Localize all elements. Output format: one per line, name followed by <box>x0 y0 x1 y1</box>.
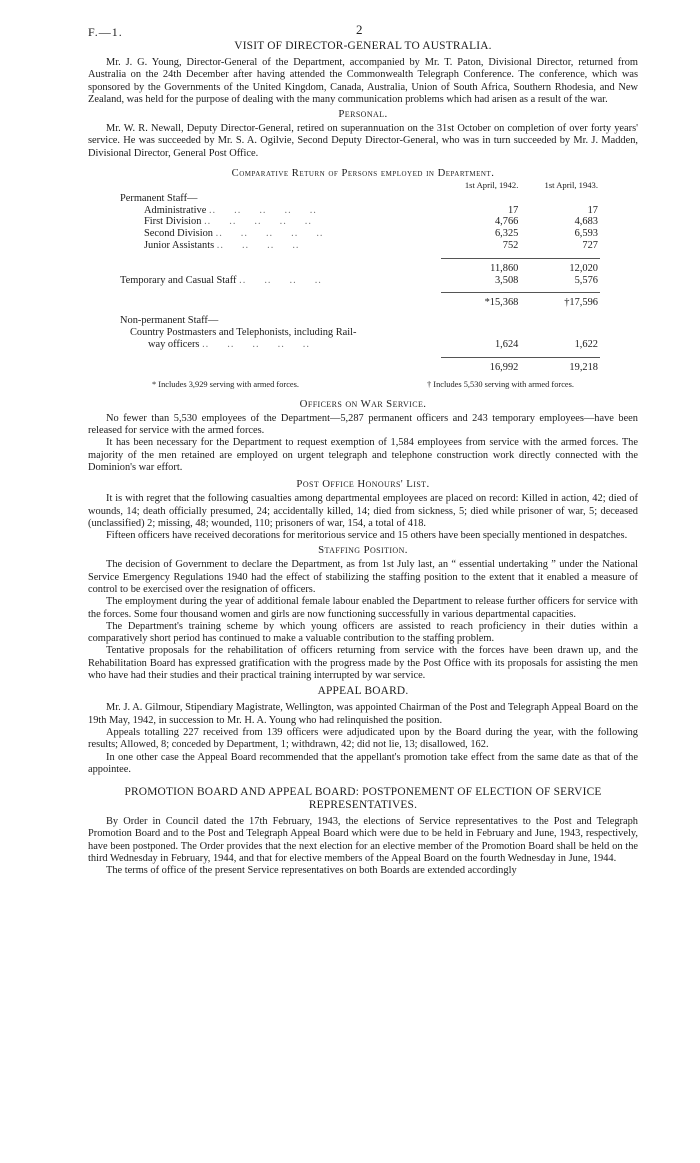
leader-dots: .. .. .. .. .. <box>215 228 324 240</box>
table-row <box>100 240 600 252</box>
leader-dots: .. .. .. .. .. <box>204 216 312 228</box>
row-label: Country Postmasters and Telephonists, including Rail- <box>130 327 357 339</box>
row-label: First Division <box>144 216 202 228</box>
row-label: Non-permanent Staff— <box>120 315 219 327</box>
table-header-row <box>100 181 600 193</box>
column-header-1943: 1st April, 1943. <box>544 180 598 191</box>
personal-heading: Personal. <box>338 108 388 121</box>
table-row <box>100 315 600 327</box>
table-row <box>100 339 600 351</box>
table-row <box>100 258 600 274</box>
row-label: Second Division <box>144 228 213 240</box>
document-reference: F.—1. <box>88 25 123 39</box>
war-service-paragraph: It has been necessary for the Department to request exemption of 1,584 employees from service with the armed forces. The majority of the men retained are employed on urgent telegraph and telephone construction work directly connected with the Dominion's war effort. <box>88 437 638 473</box>
staffing-paragraph: The decision of Government to declare the Department, as from 1st July last, an “ essential undertaking ” under the National Service Emergency Regulations 1940 had the effect of stabilizing the staffing position to the extent that it enabled a measure of control to be exercised over the resignation of officers. <box>88 559 638 595</box>
staffing-heading: Staffing Position. <box>318 544 408 557</box>
visit-heading: VISIT OF DIRECTOR-GENERAL TO AUSTRALIA. <box>234 40 492 52</box>
staff-return-table <box>100 181 600 373</box>
table-row <box>100 228 600 240</box>
cell-1943: 5,576 <box>574 274 598 286</box>
cell-1943: 17 <box>587 204 598 216</box>
cell-1943: †17,596 <box>520 293 600 309</box>
staffing-paragraph: The Department's training scheme by which young officers are assisted to reach proficiency in their duties within a comparatively short period has continued to make a valuable contribution to the staffing problem. <box>88 620 638 645</box>
footnote: † Includes 5,530 serving with armed forces. <box>427 380 574 390</box>
promotion-board-heading: PROMOTION BOARD AND APPEAL BOARD: POSTPONEMENT OF ELECTION OF SERVICE REPRESENTATIVES. <box>124 786 602 812</box>
cell-1942: 11,860 <box>441 258 521 274</box>
cell-1943: 12,020 <box>520 258 600 274</box>
row-label: Temporary and Casual Staff <box>120 274 237 286</box>
leader-dots: .. .. .. .. <box>239 274 322 286</box>
table-row <box>100 327 600 339</box>
honours-heading: Post Office Honours' List. <box>296 478 430 491</box>
cell-1942: 16,992 <box>441 357 521 373</box>
footnote: * Includes 3,929 serving with armed forces. <box>152 380 299 390</box>
honours-paragraph: Fifteen officers have received decorations for meritorious service and 15 others have been specially mentioned in despatches. <box>106 530 628 542</box>
war-service-heading: Officers on War Service. <box>299 397 427 410</box>
cell-1942: 1,624 <box>494 338 519 350</box>
table-row <box>100 193 600 205</box>
appeal-paragraph: In one other case the Appeal Board recommended that the appellant's promotion take effect from the same date as that of the appointee. <box>88 751 638 775</box>
row-label: Administrative <box>144 204 207 216</box>
leader-dots: .. .. .. .. <box>216 240 300 252</box>
promotion-paragraph: The terms of office of the present Service representatives on both Boards are extended accordingly <box>106 865 517 877</box>
table-title: Comparative Return of Persons employed in Department. <box>231 168 495 180</box>
table-row <box>100 216 600 228</box>
appeal-paragraph: Mr. J. A. Gilmour, Stipendiary Magistrate, Wellington, was appointed Chairman of the Post and Telegraph Appeal Board on the 19th May, 1942, in succession to Mr. H. A. Young who had relinquished the position. <box>88 702 638 726</box>
cell-1943: 4,683 <box>574 216 598 228</box>
cell-1943: 727 <box>582 240 598 252</box>
table-row <box>100 293 600 309</box>
row-label: Permanent Staff— <box>120 192 198 204</box>
leader-dots: .. .. .. .. .. <box>202 338 310 350</box>
cell-1942: 752 <box>502 240 519 252</box>
cell-1942: *15,368 <box>441 293 521 309</box>
visit-paragraph: Mr. J. G. Young, Director-General of the Department, accompanied by Mr. T. Paton, Divisional Director, returned from Australia on the 24th December after having attended the Commonwealth Telegraph Conference. The conference, which was sponsored by the Governments of the United Kingdom, Canada, Australia, Union of South Africa, Southern Rhodesia, and New Zealand, was held for the purpose of dealing with the many communication problems which had arisen as a result of the war. <box>88 57 638 105</box>
staffing-paragraph: Tentative proposals for the rehabilitation of officers returning from service with the forces have been drawn up, and the Rehabilitation Board has expressed gratification with the progress made by the Post Office with its proposals for assisting the men who have had their studies and their practical training interrupted by war service. <box>88 645 638 682</box>
appeal-board-heading: APPEAL BOARD. <box>317 685 409 698</box>
promotion-paragraph: By Order in Council dated the 17th February, 1943, the elections of Service representatives to the Post and Telegraph Promotion Board and to the Post and Telegraph Appeal Board which were due to be held in February and June, 1943, respectively, have been postponed. The Order provides that the next election for an elective member of the Promotion Board shall be held on the third Wednesday in February, 1944, and that for elective members of the Appeal Board on the fourth Wednesday in June, 1944. <box>88 816 638 865</box>
table-row <box>100 205 600 217</box>
table-row <box>100 275 600 287</box>
cell-1943: 6,593 <box>574 228 598 240</box>
cell-1943: 1,622 <box>574 338 598 350</box>
cell-1942: 6,325 <box>494 228 519 240</box>
table-footnotes <box>88 379 638 391</box>
staffing-paragraph: The employment during the year of additional female labour enabled the Department to release further officers for service with the forces. Some four thousand women and girls are now functioning successfully in various departmental capacities. <box>88 596 638 620</box>
cell-1943: 19,218 <box>520 357 600 373</box>
column-header-1942: 1st April, 1942. <box>464 180 519 191</box>
appeal-paragraph: Appeals totalling 227 received from 139 officers were adjudicated upon by the Board during the year, with the following results; Allowed, 8; conceded by Department, 1; withdrawn, 42; did not lie, 13; disallowed, 162. <box>88 726 638 751</box>
page-number: 2 <box>356 22 363 37</box>
row-label: Junior Assistants <box>144 240 215 252</box>
running-header <box>88 22 638 40</box>
cell-1942: 17 <box>507 204 519 216</box>
honours-paragraph: It is with regret that the following casualties among departmental employees are placed on record: Killed in action, 42; died of wounds, 14; death officially presumed, 24; accidentally killed, 14; died from sickness, 5; died while prisoner of war, 5; deceased (unclassified) 2; missing, 48; wounded, 110; prisoners of war, 154, a total of 418. <box>88 493 638 529</box>
table-row <box>100 357 600 373</box>
cell-1942: 4,766 <box>494 216 519 228</box>
cell-1942: 3,508 <box>494 274 519 286</box>
personal-paragraph: Mr. W. R. Newall, Deputy Director-General, retired on superannuation on the 31st October on completion of over forty years' service. He was succeeded by Mr. S. A. Ogilvie, Second Deputy Director-General, who was in turn succeeded by Mr. J. Madden, Divisional Director, General Post Office. <box>88 123 638 159</box>
row-label: way officers <box>148 338 200 350</box>
leader-dots: .. .. .. .. .. <box>208 204 317 216</box>
war-service-paragraph: No fewer than 5,530 employees of the Department—5,287 permanent officers and 243 temporary employees—have been released for service with the armed forces. <box>88 412 638 437</box>
